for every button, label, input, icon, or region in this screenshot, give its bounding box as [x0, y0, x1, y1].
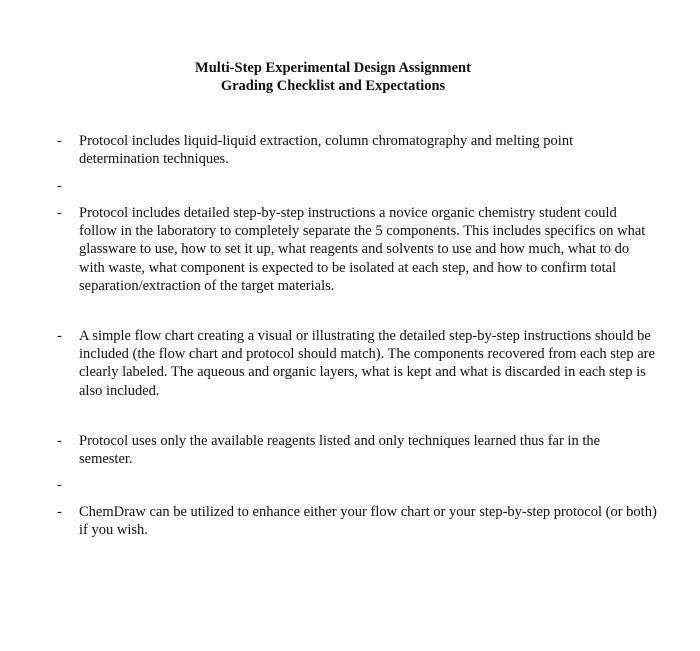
checklist-item-text: Protocol includes detailed step-by-step instructions a novice organic chemistry student could follow in the laboratory to completely separate the 5 components. This includes specifics on what glassware to use, how to set it up, what reagents and solvents to use and how much, what to do with waste, what component is expected to be isolated at each step, and how to confirm total separation/extraction of the target materials.: [79, 205, 646, 294]
checklist-item-text: Protocol uses only the available reagents listed and only techniques learned thus far in the semester.: [79, 433, 601, 468]
document-title: [0, 59, 666, 95]
bullet-dash: -: [57, 328, 62, 344]
empty-bullet-dash: -: [57, 477, 62, 493]
checklist-item-text: A simple flow chart creating a visual or illustrating the detailed step-by-step instructions should be included (the flow chart and protocol should match). The components recovered from each step are clearly labeled. The aqueous and organic layers, what is kept and what is discarded in each step is also included.: [79, 328, 655, 399]
bullet-dash: -: [57, 433, 62, 449]
title-line-assignment: Multi-Step Experimental Design Assignment: [195, 60, 471, 76]
empty-bullet-dash: -: [57, 178, 62, 194]
checklist-item-text: Protocol includes liquid-liquid extraction, column chromatography and melting point determination techniques.: [79, 133, 574, 168]
bullet-dash: -: [57, 205, 62, 221]
title-line-checklist: Grading Checklist and Expectations: [220, 78, 446, 94]
checklist-item-text: ChemDraw can be utilized to enhance either your flow chart or your step-by-step protocol (or both) if you wish.: [79, 504, 657, 539]
bullet-dash: -: [57, 504, 62, 520]
bullet-dash: -: [57, 133, 62, 149]
